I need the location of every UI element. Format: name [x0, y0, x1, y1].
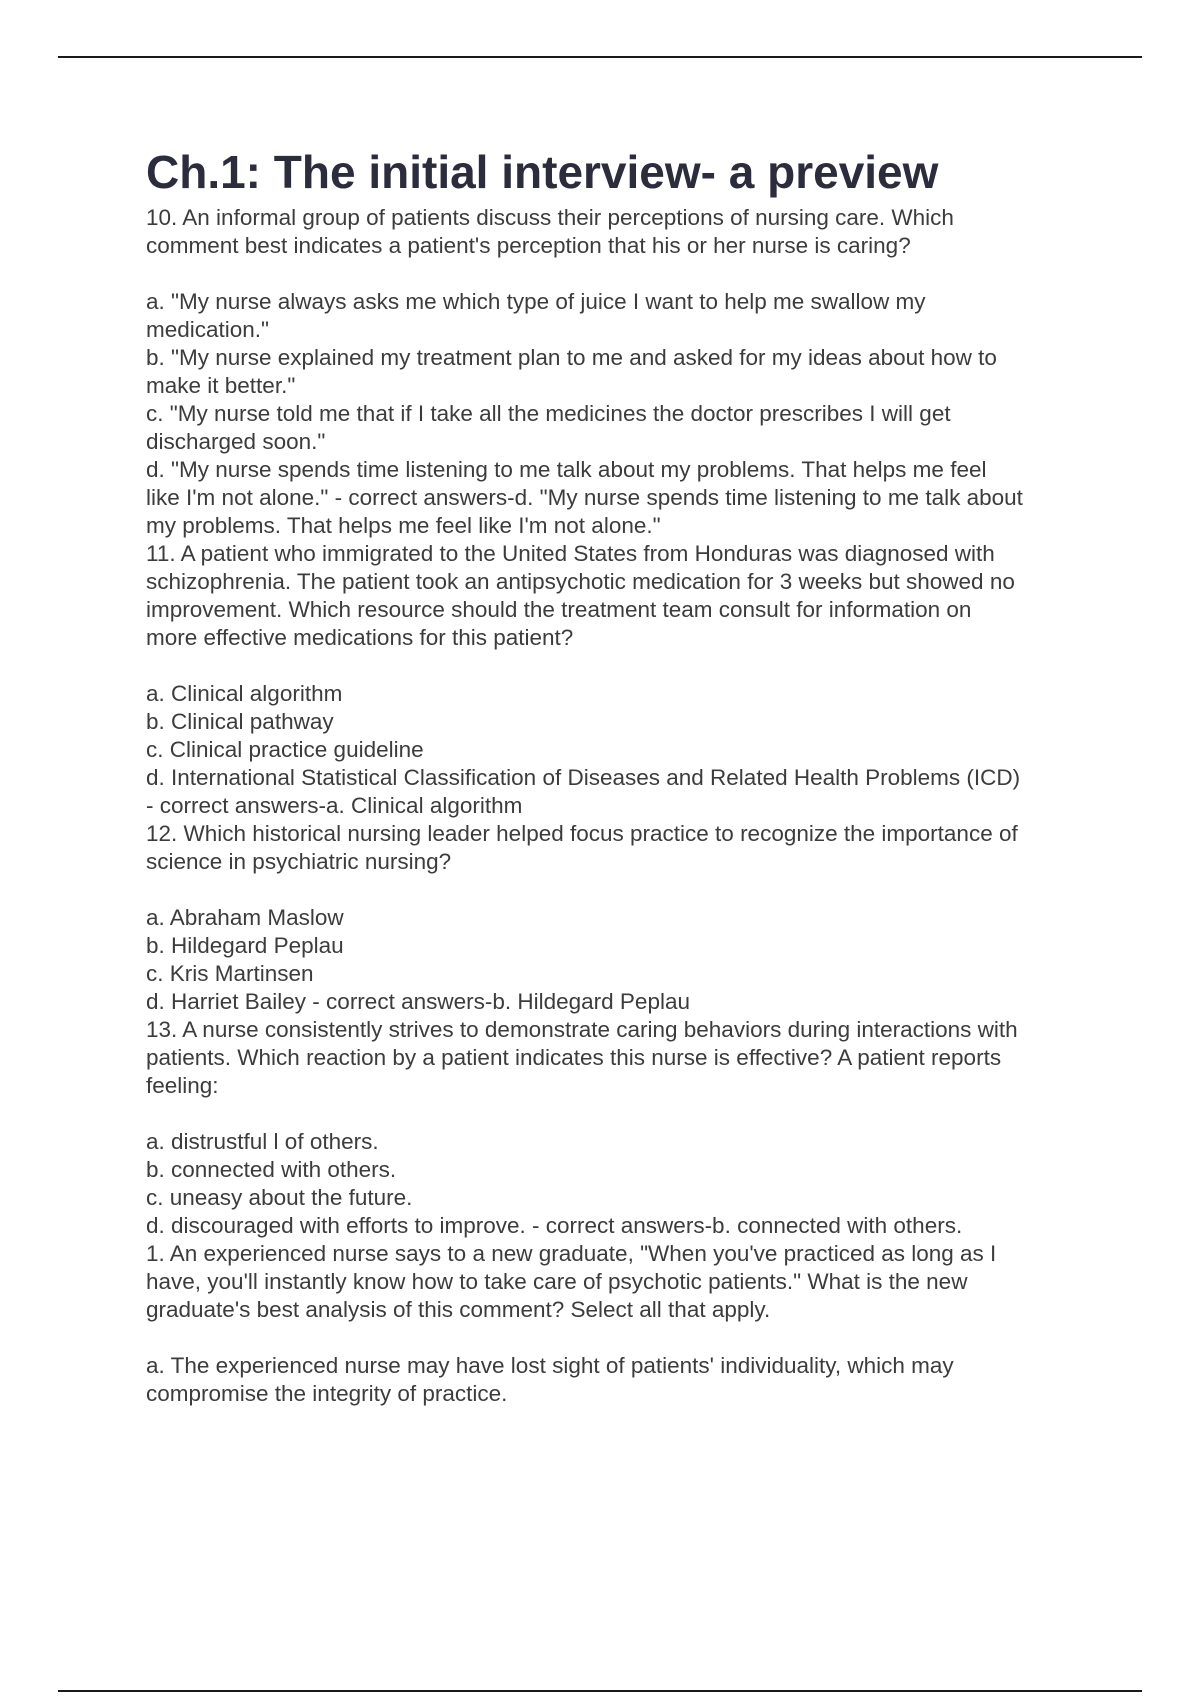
text-line: make it better." — [146, 373, 296, 398]
page-title: Ch.1: The initial interview- a preview — [146, 146, 939, 198]
blank-line — [146, 876, 1106, 904]
text-line: d. Harriet Bailey - correct answers-b. Hildegard Peplau — [146, 989, 690, 1014]
text-line: a. "My nurse always asks me which type of juice I want to help me swallow my — [146, 289, 926, 314]
text-line: like I'm not alone." - correct answers-d. "My nurse spends time listening to me talk about — [146, 485, 1023, 510]
blank-line — [146, 260, 1106, 288]
document-body — [146, 140, 1106, 1408]
text-line: more effective medications for this patient? — [146, 625, 574, 650]
text-line: b. "My nurse explained my treatment plan to me and asked for my ideas about how to — [146, 345, 997, 370]
text-line: c. Kris Martinsen — [146, 961, 314, 986]
text-line: 12. Which historical nursing leader helped focus practice to recognize the importance of — [146, 821, 1018, 846]
text-line: science in psychiatric nursing? — [146, 849, 452, 874]
text-line: my problems. That helps me feel like I'm not alone." — [146, 513, 661, 538]
text-line: d. "My nurse spends time listening to me talk about my problems. That helps me feel — [146, 457, 987, 482]
blank-line — [146, 652, 1106, 680]
text-line: a. The experienced nurse may have lost sight of patients' individuality, which may — [146, 1353, 954, 1378]
text-line: compromise the integrity of practice. — [146, 1381, 508, 1406]
text-line: c. Clinical practice guideline — [146, 737, 424, 762]
text-line: comment best indicates a patient's perception that his or her nurse is caring? — [146, 233, 911, 258]
text-line: medication." — [146, 317, 270, 342]
text-line: a. Clinical algorithm — [146, 681, 343, 706]
text-line: c. "My nurse told me that if I take all the medicines the doctor prescribes I will get — [146, 401, 951, 426]
text-line: have, you'll instantly know how to take care of psychotic patients." What is the new — [146, 1269, 968, 1294]
text-line: c. uneasy about the future. — [146, 1185, 413, 1210]
text-line: graduate's best analysis of this comment? Select all that apply. — [146, 1297, 771, 1322]
text-line: d. discouraged with efforts to improve. - correct answers-b. connected with others. — [146, 1213, 963, 1238]
text-line: b. Hildegard Peplau — [146, 933, 344, 958]
text-line: feeling: — [146, 1073, 219, 1098]
text-line: patients. Which reaction by a patient indicates this nurse is effective? A patient reports — [146, 1045, 1002, 1070]
top-rule — [58, 56, 1142, 58]
text-line: discharged soon." — [146, 429, 326, 454]
text-line: a. Abraham Maslow — [146, 905, 344, 930]
text-line: a. distrustful l of others. — [146, 1129, 379, 1154]
text-line: 13. A nurse consistently strives to demonstrate caring behaviors during interactions with — [146, 1017, 1018, 1042]
text-line: 11. A patient who immigrated to the United States from Honduras was diagnosed with — [146, 541, 995, 566]
text-line: - correct answers-a. Clinical algorithm — [146, 793, 523, 818]
text-line: b. Clinical pathway — [146, 709, 334, 734]
text-line: b. connected with others. — [146, 1157, 397, 1182]
blank-line — [146, 1324, 1106, 1352]
question-text — [146, 204, 1106, 1408]
text-line: improvement. Which resource should the treatment team consult for information on — [146, 597, 972, 622]
text-line: 1. An experienced nurse says to a new graduate, "When you've practiced as long as I — [146, 1241, 997, 1266]
bottom-rule — [58, 1690, 1142, 1692]
text-line: d. International Statistical Classification of Diseases and Related Health Problems (ICD) — [146, 765, 1021, 790]
text-line: 10. An informal group of patients discuss their perceptions of nursing care. Which — [146, 205, 954, 230]
blank-line — [146, 1100, 1106, 1128]
text-line: schizophrenia. The patient took an antipsychotic medication for 3 weeks but showed no — [146, 569, 1015, 594]
